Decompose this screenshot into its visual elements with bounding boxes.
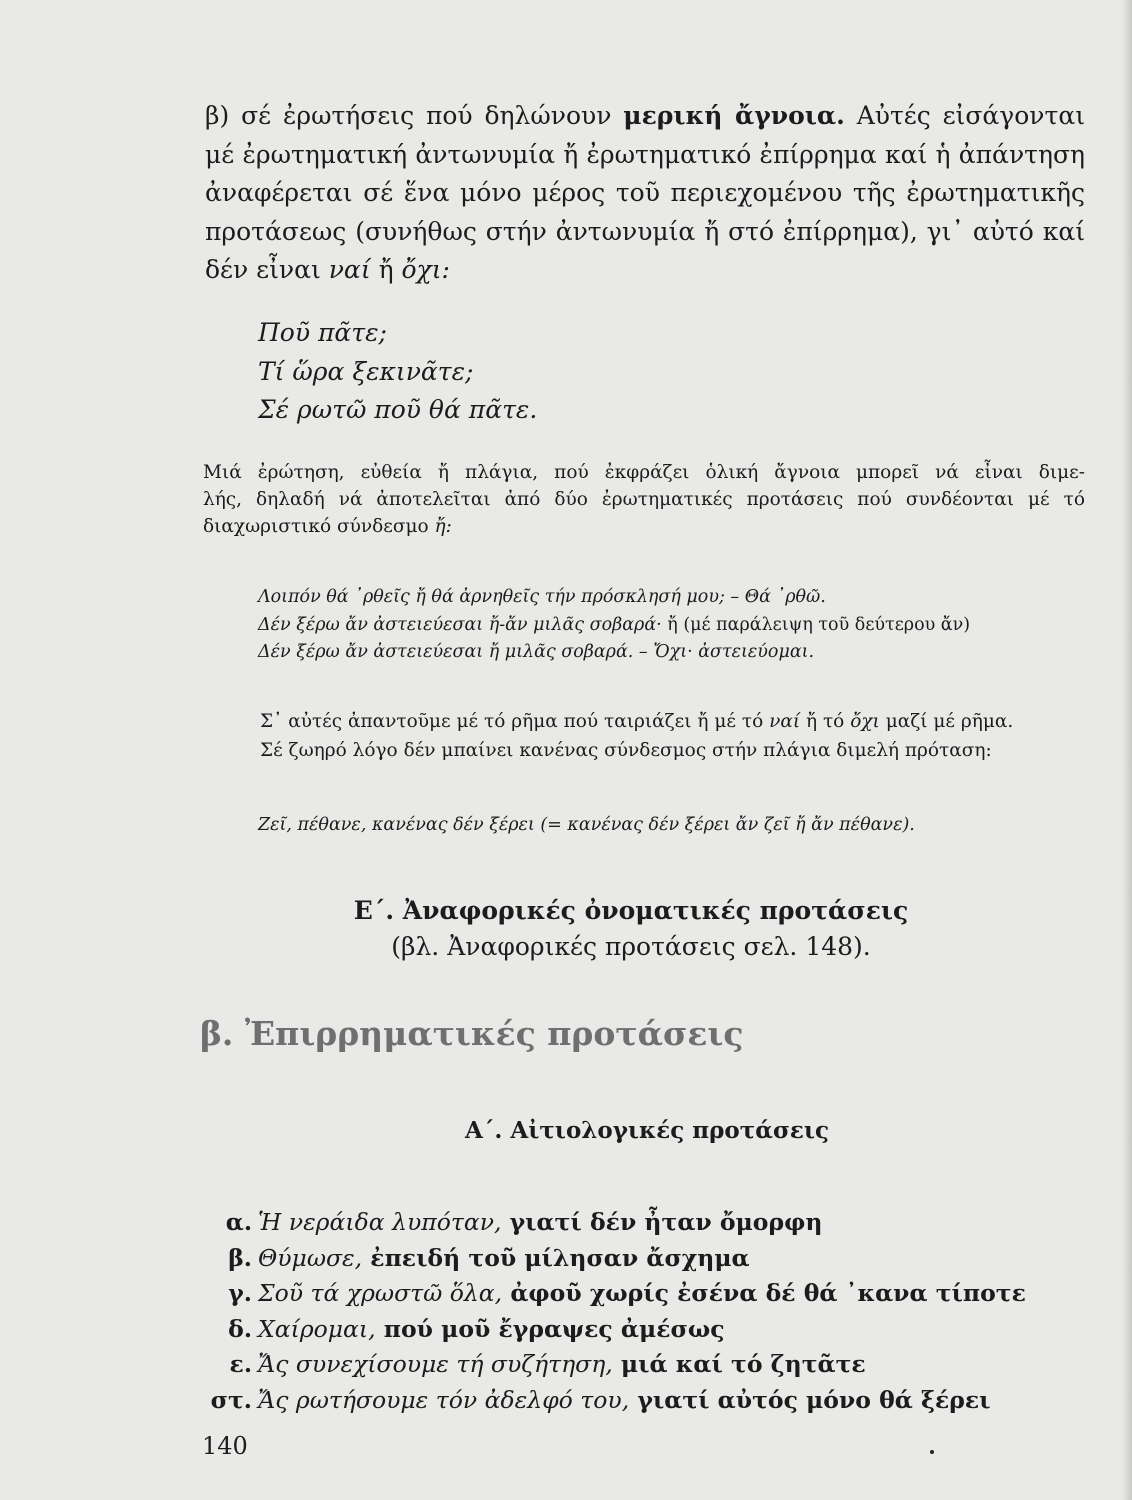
text-line [205,97,1085,136]
italic-term: ἤ: [434,516,452,537]
example-line: Τί ὥρα ξεκινᾶτε; [258,356,474,386]
text-run: μαζί μέ ρῆμα. [879,711,1014,732]
page-number: 140 [202,1432,248,1460]
example-line [258,612,970,640]
list-label: ε. [229,1350,252,1378]
list-label: δ. [228,1314,252,1343]
list-text [258,1383,991,1419]
italic-term: ναί [328,255,371,284]
italic-term: ναί [769,711,801,732]
text-line: Μιά ἐρώτηση, εὐθεία ἤ πλάγια, πού ἐκφράζει ὁλική ἄγνοια μπορεῖ νά εἶναι διμε- [203,462,1085,483]
example-line-3: Ζεῖ, πέθανε, κανένας δέν ξέρει (= κανένας δέν ξέρει ἄν ζεῖ ἤ ἄν πέθανε). [258,815,915,835]
bold-text: γιατί αὐτός μόνο θά ξέρει [629,1385,991,1414]
list-text [258,1241,750,1277]
italic-text: Χαίρομαι, [258,1314,376,1343]
bold-text: γιατί δέν ἦταν ὄμορφη [501,1208,823,1236]
italic-text: Ἡ νεράιδα λυπόταν, [258,1208,502,1236]
paragraph-double-question [203,459,1085,540]
example-block-1 [258,314,537,430]
text-run: ἤ [370,255,402,284]
bold-text: ἐπειδή τοῦ μίλησαν ἄσχημα [362,1243,750,1272]
heading-relative-clauses [0,893,1132,965]
italic-term: ὄχι: [401,255,450,284]
example-line: Σέ ρωτῶ ποῦ θά πᾶτε. [258,395,538,424]
list-item [200,1383,1026,1419]
example-line: Ποῦ πᾶτε; [258,318,387,347]
text-run: β) σέ ἐρωτήσεις πού δηλώνουν [205,101,624,130]
page-edge-shadow [1122,0,1132,1500]
text-line: λής, δηλαδή νά ἀποτελεῖται ἀπό δύο ἐρωτηματικές προτάσεις πού συνδέονται μέ τό [203,489,1085,510]
example-block-2 [258,584,970,667]
list-label: β. [228,1243,252,1272]
heading-title: Ε΄. Ἀναφορικές ὀνοματικές προτάσεις [353,896,909,925]
text-line: ἀναφέρεται σέ ἕνα μόνο μέρος τοῦ περιεχομένου τῆς ἐρωτηματικῆς [205,178,1085,207]
bold-text: μιά καί τό ζητᾶτε [612,1350,866,1378]
example-line [258,584,970,612]
text-run: ἤ τό [800,711,851,732]
text-line: Σέ ζωηρό λόγο δέν μπαίνει κανένας σύνδεσμος στήν πλάγια διμελή πρόταση: [260,739,992,761]
example-line [258,639,970,667]
heading-causal-clauses: Α΄. Αἰτιολογικές προτάσεις [465,1117,830,1144]
print-speck [930,1450,934,1454]
list-item [200,1347,1026,1383]
section-title: β. Ἐπιρρηματικές προτάσεις [200,1014,744,1053]
text-line [203,513,1085,540]
list-item [200,1276,1026,1312]
paragraph-partial-ignorance [205,97,1085,290]
text-run: διαχωριστικό σύνδεσμο [203,516,435,537]
italic-text: Λοιπόν θά ᾽ρθεῖς ἤ θά ἀρνηθεῖς τήν πρόσκλησή μου; – Θά ᾽ρθῶ. [258,587,826,607]
list-item [200,1205,1026,1241]
text-line: προτάσεως (συνήθως στήν ἀντωνυμία ἤ στό ἐπίρρημα), γι᾽ αὐτό καί [205,216,1085,246]
text-run: δέν εἶναι [205,255,329,284]
text-line: μέ ἐρωτηματική ἀντωνυμία ἤ ἐρωτηματικό ἐπίρρημα καί ἡ ἀπάντηση [205,139,1085,169]
italic-text: Ἄς συνεχίσουμε τή συζήτηση, [258,1350,613,1378]
text-run: Αὐτές εἰσάγονται [844,101,1086,130]
list-label: στ. [210,1385,252,1414]
italic-text: Δέν ξέρω ἄν ἀστειεύεσαι ἤ μιλᾶς σοβαρά. – Ὄχι· ἀστειεύομαι. [258,642,815,662]
text-line [205,251,1085,290]
list-text [258,1205,822,1241]
example-list [200,1205,1026,1418]
bold-text: πού μοῦ ἔγραψες ἀμέσως [375,1314,725,1343]
bold-term: μερική ἄγνοια. [623,101,845,130]
list-text [258,1347,866,1383]
list-label: γ. [228,1279,252,1307]
list-item [200,1241,1026,1277]
text-run: Σ᾽ αὐτές ἀπαντοῦμε μέ τό ρῆμα πού ταιριάζει ἤ μέ τό [260,711,770,732]
italic-text: Σοῦ τά χρωστῶ ὅλα, [258,1279,503,1307]
heading-reference: (βλ. Ἀναφορικές προτάσεις σελ. 148). [391,932,871,961]
italic-text: Ἄς ρωτήσουμε τόν ἀδελφό του, [258,1385,630,1414]
italic-text: Δέν ξέρω ἄν ἀστειεύεσαι ἤ-ἄν μιλᾶς σοβαρά· [258,614,662,635]
list-item [200,1312,1026,1348]
bold-text: ἀφοῦ χωρίς ἐσένα δέ θά ᾽κανα τίποτε [502,1279,1026,1307]
italic-term: ὄχι [850,711,880,732]
list-text [258,1276,1026,1312]
text-line [260,708,1013,737]
italic-text: Θύμωσε, [258,1243,363,1272]
list-text [258,1312,725,1348]
paragraph-answers [260,708,1013,765]
text-run: ἤ (μέ παράλειψη τοῦ δεύτερου ἄν) [661,614,971,635]
list-label: α. [225,1208,252,1236]
